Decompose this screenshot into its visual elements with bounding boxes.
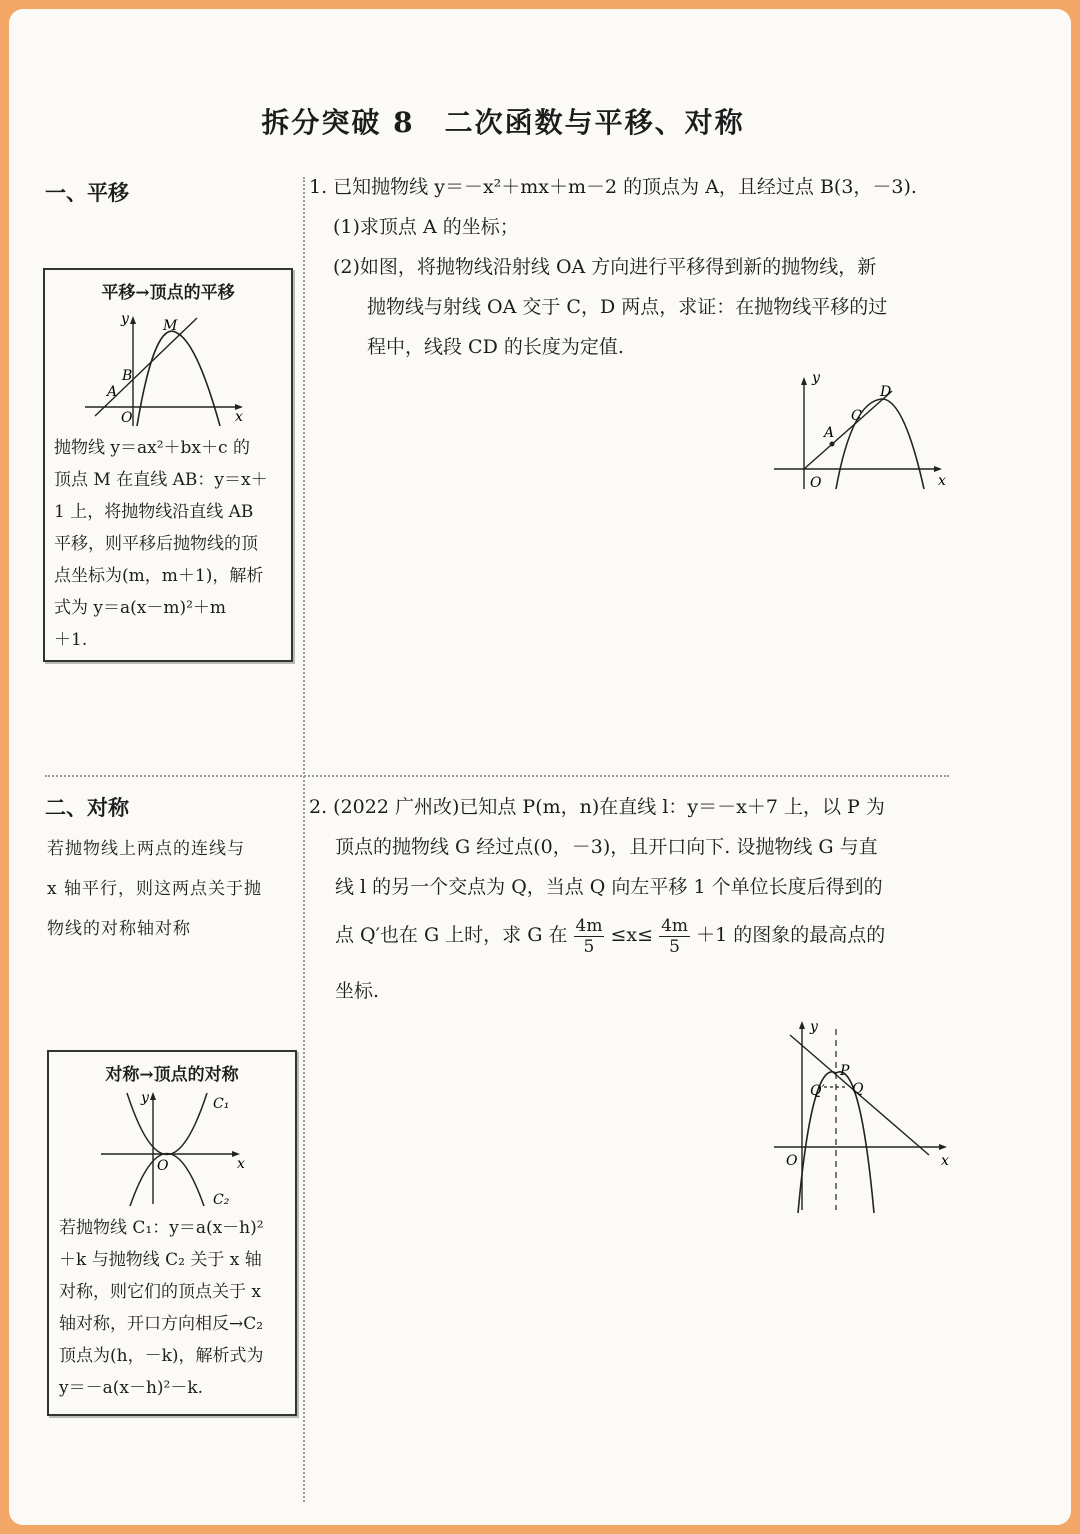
page-sheet (9, 9, 1071, 1525)
fig1-y-label: y (812, 371, 820, 386)
graph-origin-label: O (121, 410, 133, 426)
fig2-origin-label: O (786, 1153, 798, 1169)
translation-tip-text (54, 432, 286, 656)
tip-line: 对称，则它们的顶点关于 x (59, 1282, 261, 1302)
row-divider (45, 775, 949, 777)
fig2-x-label: x (941, 1153, 949, 1169)
tip-line: 顶点为(h，－k)，解析式为 (59, 1346, 264, 1366)
tip-line: 1 上，将抛物线沿直线 AB (54, 502, 254, 522)
fig1-point-a: A (824, 425, 835, 441)
line4-text-c: ＋1 的图象的最高点的 (696, 924, 886, 946)
section1-heading: 一、平移 (45, 180, 129, 205)
fig2-point-q: Q (852, 1081, 864, 1097)
fig2-point-p: P (840, 1063, 850, 1079)
fig1-x-label: x (938, 473, 946, 489)
tip-line: 若抛物线 C₁：y＝a(x－h)² (59, 1218, 264, 1238)
tip-line: 顶点 M 在直线 AB：y＝x＋ (54, 470, 268, 490)
tip-line: 平移，则平移后抛物线的顶 (54, 534, 258, 554)
translation-tip-box (43, 268, 293, 662)
problem2-line5: 坐标. (335, 980, 380, 1002)
tip-line: 轴对称，开口方向相反→C₂ (59, 1314, 264, 1334)
sym-x-label: x (237, 1156, 245, 1172)
section2-heading: 二、对称 (45, 795, 129, 820)
problem1-part1: (1)求顶点 A 的坐标； (333, 216, 519, 238)
note-line: 物线的对称轴对称 (47, 919, 191, 939)
problem1 (309, 167, 949, 367)
line4-text-b: ≤x≤ (610, 924, 654, 946)
frac1-denominator: 5 (583, 936, 595, 957)
graph-point-a: A (107, 384, 118, 400)
sym-origin-label: O (157, 1158, 169, 1174)
note-line: x 轴平行，则这两点关于抛 (47, 879, 262, 899)
symmetry-tip-box (47, 1050, 297, 1416)
sym-c2-label: C₂ (213, 1192, 230, 1206)
symmetry-tip-text (59, 1212, 291, 1404)
line4-text-a: 点 Q′也在 G 上时，求 G 在 (335, 924, 568, 946)
problem1-part2-line1: (2)如图，将抛物线沿射线 OA 方向进行平移得到新的抛物线，新 (333, 256, 877, 278)
graph-y-label: y (121, 311, 129, 327)
fig1-point-c: C (851, 408, 862, 424)
problem1-part2-line3: 程中，线段 CD 的长度为定值. (367, 336, 624, 358)
symmetry-graph (97, 1088, 257, 1206)
graph-x-label: x (235, 409, 243, 425)
tip-line: ＋1. (54, 630, 88, 650)
fraction-lower-bound (574, 916, 605, 957)
frac1-numerator: 4m (575, 915, 603, 936)
problem2-line2: 顶点的抛物线 G 经过点(0，－3)，且开口向下. 设抛物线 G 与直 (335, 836, 878, 858)
problem2-figure (774, 1015, 954, 1215)
tip-line: y＝－a(x－h)²－k. (59, 1378, 204, 1398)
fig1-point-d: D (880, 384, 892, 400)
column-divider (303, 177, 305, 1502)
sym-c1-label: C₁ (213, 1096, 230, 1112)
fraction-upper-bound (659, 916, 690, 957)
symmetry-tip-title: 对称→顶点的对称 (105, 1065, 239, 1085)
frac2-numerator: 4m (661, 915, 689, 936)
tip-line: 点坐标为(m，m＋1)，解析 (54, 566, 264, 586)
tip-line: 式为 y＝a(x－m)²＋m (54, 598, 227, 618)
tip-line: ＋k 与抛物线 C₂ 关于 x 轴 (59, 1250, 262, 1270)
problem1-part2-line2: 抛物线与射线 OA 交于 C，D 两点，求证：在抛物线平移的过 (367, 296, 888, 318)
graph-point-b: B (122, 368, 133, 384)
sym-y-label: y (141, 1090, 149, 1106)
problem2-line4 (309, 907, 949, 963)
problem1-figure (774, 371, 954, 496)
graph-point-m: M (163, 318, 178, 334)
tip-line: 抛物线 y＝ax²＋bx＋c 的 (54, 438, 250, 458)
note-line: 若抛物线上两点的连线与 (47, 839, 245, 859)
translation-tip-title: 平移→顶点的平移 (101, 283, 235, 303)
frac2-denominator: 5 (669, 936, 680, 957)
problem2-line3: 线 l 的另一个交点为 Q，当点 Q 向左平移 1 个单位长度后得到的 (335, 876, 883, 898)
translation-graph (85, 308, 255, 426)
section2-note (47, 829, 299, 949)
fig2-y-label: y (810, 1019, 818, 1035)
problem2-line1: 2. (2022 广州改)已知点 P(m，n)在直线 l：y＝－x＋7 上，以 P 为 (309, 796, 885, 818)
problem2 (309, 787, 949, 1011)
fig1-origin-label: O (810, 475, 822, 491)
page-title: 拆分突破 8 二次函数与平移、对称 (261, 106, 745, 139)
fig2-point-q-prime: Q′ (810, 1083, 825, 1099)
problem1-stem: 1. 已知抛物线 y＝－x²＋mx＋m－2 的顶点为 A，且经过点 B(3，－3). (309, 176, 917, 198)
